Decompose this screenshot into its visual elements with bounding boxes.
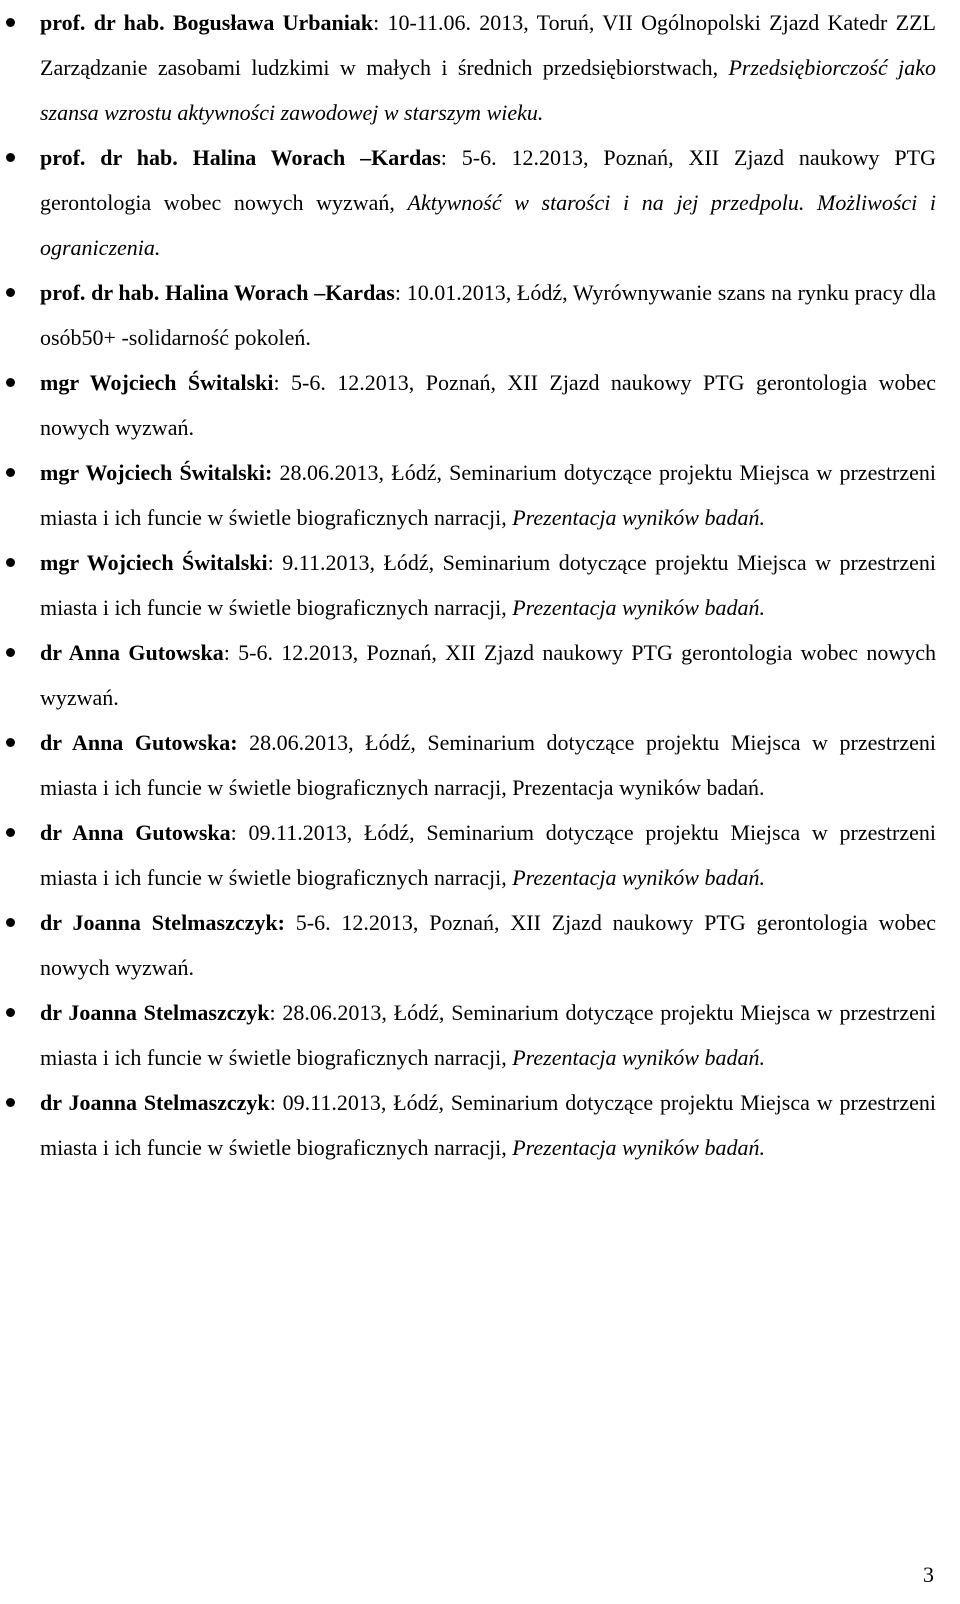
- list-item: [40, 0, 936, 135]
- bullet-icon: [6, 918, 15, 927]
- entry-author: prof. dr hab. Bogusława Urbaniak: [40, 10, 374, 35]
- bullet-icon: [6, 648, 15, 657]
- list-item: [40, 810, 936, 900]
- entry-colon: :: [223, 640, 230, 665]
- list-item: [40, 720, 936, 810]
- entry-author: dr Anna Gutowska:: [40, 730, 238, 755]
- entry-colon: :: [273, 370, 280, 395]
- list-item: [40, 135, 936, 270]
- bullet-icon: [6, 468, 15, 477]
- entry-author: mgr Wojciech Świtalski: [40, 550, 268, 575]
- list-item: [40, 540, 936, 630]
- entry-author: prof. dr hab. Halina Worach –Kardas: [40, 280, 395, 305]
- list-item: [40, 1080, 936, 1170]
- entry-colon: :: [373, 10, 380, 35]
- presentation-list: [40, 0, 936, 1170]
- bullet-icon: [6, 1008, 15, 1017]
- bullet-icon: [6, 828, 15, 837]
- bullet-icon: [6, 558, 15, 567]
- entry-author: dr Joanna Stelmaszczyk: [40, 1000, 270, 1025]
- entry-author: dr Joanna Stelmaszczyk:: [40, 910, 285, 935]
- entry-author: prof. dr hab. Halina Worach –Kardas: [40, 145, 441, 170]
- bullet-icon: [6, 288, 15, 297]
- page-number: 3: [923, 1562, 934, 1587]
- entry-text: 5-6. 12.2013, Poznań, XII Zjazd naukowy PTG gerontologia wobec nowych wyzwań.: [40, 370, 936, 440]
- entry-text: 09.11.2013, Łódź, Seminarium dotyczące projektu Miejsca w przestrzeni miasta i ich funcie w świetle biograficznych narracji,: [40, 1090, 936, 1160]
- entry-colon: :: [230, 820, 237, 845]
- entry-title: Prezentacja wyników badań.: [512, 1045, 765, 1070]
- bullet-icon: [6, 378, 15, 387]
- bullet-icon: [6, 153, 15, 162]
- entry-text: 5-6. 12.2013, Poznań, XII Zjazd naukowy PTG gerontologia wobec nowych wyzwań,: [40, 145, 936, 215]
- list-item: [40, 900, 936, 990]
- entry-colon: :: [269, 1090, 276, 1115]
- entry-title: Prezentacja wyników badań.: [512, 865, 765, 890]
- entry-text: 10-11.06. 2013, Toruń, VII Ogólnopolski Zjazd Katedr ZZL Zarządzanie zasobami ludzkimi w małych i średnich przedsiębiorstwach,: [40, 10, 936, 80]
- entry-title: Prezentacja wyników badań.: [512, 595, 765, 620]
- entry-colon: :: [269, 1000, 276, 1025]
- entry-title: Prezentacja wyników badań.: [512, 505, 765, 530]
- list-item: [40, 630, 936, 720]
- bullet-icon: [6, 1098, 15, 1107]
- entry-title: Aktywność w starości i na jej przedpolu. Możliwości i ograniczenia.: [40, 190, 936, 260]
- entry-text: 10.01.2013, Łódź, Wyrównywanie szans na rynku pracy dla osób50+ -solidarność pokoleń.: [40, 280, 937, 350]
- entry-colon: :: [394, 280, 401, 305]
- list-item: [40, 450, 936, 540]
- entry-text: 9.11.2013, Łódź, Seminarium dotyczące projektu Miejsca w przestrzeni miasta i ich funcie w świetle biograficznych narracji,: [40, 550, 936, 620]
- entry-text: 28.06.2013, Łódź, Seminarium dotyczące projektu Miejsca w przestrzeni miasta i ich funcie w świetle biograficznych narracji,: [40, 1000, 936, 1070]
- entry-author: dr Anna Gutowska: [40, 640, 224, 665]
- entry-colon: :: [440, 145, 447, 170]
- entry-text: 28.06.2013, Łódź, Seminarium dotyczące projektu Miejsca w przestrzeni miasta i ich funcie w świetle biograficznych narracji, Prezentacja wyników badań.: [40, 730, 936, 800]
- entry-colon: :: [267, 550, 274, 575]
- entry-author: dr Joanna Stelmaszczyk: [40, 1090, 270, 1115]
- list-item: [40, 270, 936, 360]
- entry-text: 09.11.2013, Łódź, Seminarium dotyczące projektu Miejsca w przestrzeni miasta i ich funcie w świetle biograficznych narracji,: [40, 820, 936, 890]
- list-item: [40, 990, 936, 1080]
- entry-author: mgr Wojciech Świtalski:: [40, 460, 273, 485]
- entry-author: mgr Wojciech Świtalski: [40, 370, 274, 395]
- entry-title: Przedsiębiorczość jako szansa wzrostu aktywności zawodowej w starszym wieku.: [40, 55, 936, 125]
- entry-title: Prezentacja wyników badań.: [512, 1135, 765, 1160]
- entry-text: 5-6. 12.2013, Poznań, XII Zjazd naukowy PTG gerontologia wobec nowych wyzwań.: [40, 640, 936, 710]
- entry-text: 5-6. 12.2013, Poznań, XII Zjazd naukowy PTG gerontologia wobec nowych wyzwań.: [40, 910, 936, 980]
- entry-text: 28.06.2013, Łódź, Seminarium dotyczące projektu Miejsca w przestrzeni miasta i ich funcie w świetle biograficznych narracji,: [40, 460, 936, 530]
- bullet-icon: [6, 738, 15, 747]
- list-item: [40, 360, 936, 450]
- bullet-icon: [6, 18, 15, 27]
- entry-author: dr Anna Gutowska: [40, 820, 231, 845]
